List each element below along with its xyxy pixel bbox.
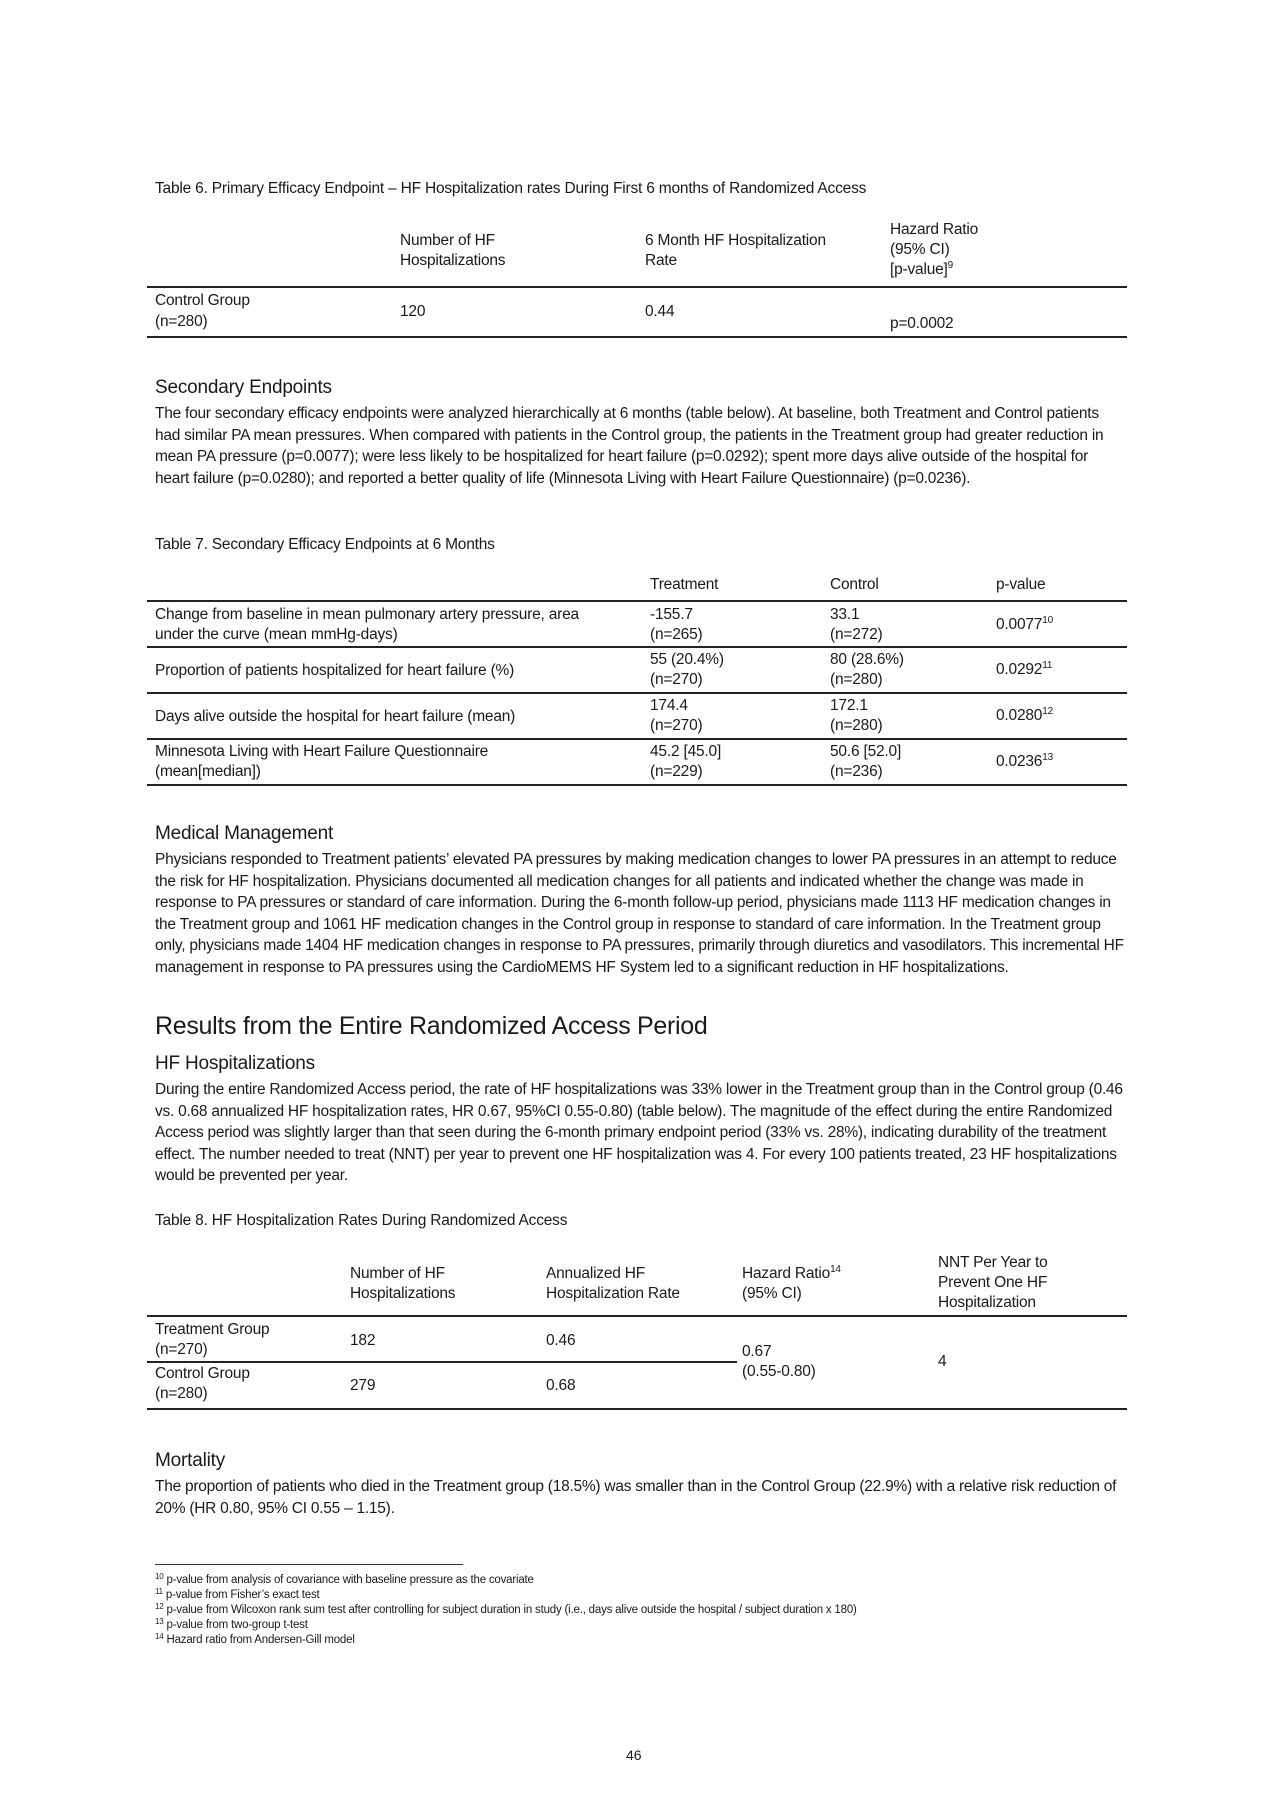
table7-pvalue: 0.0292$^{11}$	[996, 660, 1053, 678]
footnote: $^{12}$ p-value from Wilcoxon rank sum test after controlling for subject duration in study (i.e., days alive outside the hospital / subject duration x 180)	[155, 1602, 857, 1616]
table6-header-hr: Hazard Ratio (95% CI) [p-value]$^9$	[890, 221, 979, 278]
table6-header-rule	[147, 286, 1127, 288]
table7-treatment: 174.4 (n=270)	[650, 697, 703, 734]
table8-group: Control Group (n=280)	[155, 1365, 250, 1402]
table8-bottom-rule	[147, 1408, 1127, 1410]
table7-treatment: -155.7 (n=265)	[650, 606, 703, 643]
table8-header-rule	[147, 1315, 1127, 1317]
table8-header-hr: Hazard Ratio$^{14}$ (95% CI)	[742, 1264, 841, 1302]
table6-header-count: Number of HF Hospitalizations	[400, 232, 506, 269]
table8-header-nnt: NNT Per Year to Prevent One HF Hospitalization	[938, 1254, 1048, 1311]
table7-header-rule	[147, 600, 1127, 602]
table7-caption: Table 7. Secondary Efficacy Endpoints at 6 Months	[155, 536, 495, 553]
table8-hazard-ratio: 0.67 (0.55-0.80)	[742, 1343, 816, 1380]
table7-treatment: 45.2 [45.0] (n=229)	[650, 743, 722, 780]
table8-nnt: 4	[938, 1353, 947, 1370]
table8-count: 279	[350, 1377, 376, 1394]
table6-group: Control Group (n=280)	[155, 292, 250, 330]
table8-header-count: Number of HF Hospitalizations	[350, 1265, 456, 1302]
results-heading: Results from the Entire Randomized Access Period	[155, 1012, 708, 1040]
table6-rate: 0.44	[645, 303, 675, 320]
table6-caption: Table 6. Primary Efficacy Endpoint – HF Hospitalization rates During First 6 months of Randomized Access	[155, 180, 867, 197]
table7-header-control: Control	[830, 576, 879, 593]
table7-header-pvalue: p-value	[996, 576, 1046, 593]
table7-label: Days alive outside the hospital for heart failure (mean)	[155, 708, 516, 725]
table7-pvalue: 0.0077$^{10}$	[996, 615, 1053, 633]
table7-treatment: 55 (20.4%) (n=270)	[650, 651, 724, 688]
table6-bottom-rule	[147, 336, 1127, 338]
table7-control: 33.1 (n=272)	[830, 606, 883, 643]
table7-row-rule	[147, 646, 1127, 648]
table7-pvalue: 0.0280$^{12}$	[996, 706, 1053, 724]
hf-hospitalizations-heading: HF Hospitalizations	[155, 1053, 315, 1074]
page-number: 46	[626, 1747, 642, 1763]
mortality-paragraph: The proportion of patients who died in the Treatment group (18.5%) was smaller than in the Control Group (22.9%) with a relative risk reduction of 20% (HR 0.80, 95% CI 0.55 – 1.15).	[155, 1478, 1117, 1517]
table7-row-rule	[147, 738, 1127, 740]
table7-header-treatment: Treatment	[650, 576, 719, 593]
footnote-separator	[155, 1564, 463, 1565]
table7-control: 80 (28.6%) (n=280)	[830, 651, 904, 688]
table6-count: 120	[400, 303, 426, 320]
table7-control: 172.1 (n=280)	[830, 697, 883, 734]
table8-caption: Table 8. HF Hospitalization Rates During Randomized Access	[155, 1212, 568, 1229]
table6-hr: p=0.0002	[890, 315, 954, 332]
table7-bottom-rule	[147, 784, 1127, 786]
table8-header-rate: Annualized HF Hospitalization Rate	[546, 1265, 680, 1302]
table7-label: Minnesota Living with Heart Failure Questionnaire (mean[median])	[155, 743, 489, 780]
medical-paragraph: Physicians responded to Treatment patients’ elevated PA pressures by making medication changes to lower PA pressures in an attempt to reduce the risk for HF hospitalization. Physicians documented all medication changes for all patients and indicated whether the change was made in response to PA pressures or standard of care information. During the 6-month follow-up period, physicians made 1113 HF medication changes in the Treatment group and 1061 HF medication changes in the Control group in response to standard of care information. In the Treatment group only, physicians made 1404 HF medication changes in response to PA pressures, primarily through diuretics and vasodilators. This incremental HF management in response to PA pressures using the CardioMEMS HF System led to a significant reduction in HF hospitalizations.	[155, 851, 1124, 976]
mortality-heading: Mortality	[155, 1450, 225, 1471]
table7-row-rule	[147, 692, 1127, 694]
table7-label: Proportion of patients hospitalized for heart failure (%)	[155, 662, 515, 679]
footnote: $^{10}$ p-value from analysis of covariance with baseline pressure as the covariate	[155, 1572, 534, 1586]
table8-count: 182	[350, 1332, 376, 1349]
footnote: $^{13}$ p-value from two-group t-test	[155, 1617, 308, 1631]
secondary-heading: Secondary Endpoints	[155, 377, 332, 398]
table8-row-rule	[147, 1361, 737, 1363]
hf-hospitalizations-paragraph: During the entire Randomized Access period, the rate of HF hospitalizations was 33% lower in the Treatment group than in the Control group (0.46 vs. 0.68 annualized HF hospitalization rates, HR 0.67, 95%CI 0.55-0.80) (table below). The magnitude of the effect during the entire Randomized Access period was slightly larger than that seen during the 6-month primary endpoint period (33% vs. 28%), indicating durability of the treatment effect. The number needed to treat (NNT) per year to prevent one HF hospitalization was 4. For every 100 patients treated, 23 HF hospitalizations would be prevented per year.	[155, 1081, 1123, 1184]
table6-header-rate: 6 Month HF Hospitalization Rate	[645, 232, 826, 269]
table8-rate: 0.46	[546, 1332, 576, 1349]
footnote: $^{14}$ Hazard ratio from Andersen-Gill model	[155, 1632, 355, 1646]
table8-rate: 0.68	[546, 1377, 576, 1394]
table7-control: 50.6 [52.0] (n=236)	[830, 743, 902, 780]
table7-pvalue: 0.0236$^{13}$	[996, 752, 1053, 770]
secondary-paragraph: The four secondary efficacy endpoints were analyzed hierarchically at 6 months (table below). At baseline, both Treatment and Control patients had similar PA mean pressures. When compared with patients in the Control group, the patients in the Treatment group had greater reduction in mean PA pressure (p=0.0077); were less likely to be hospitalized for heart failure (p=0.0292); spent more days alive outside of the hospital for heart failure (p=0.0280); and reported a better quality of life (Minnesota Living with Heart Failure Questionnaire) (p=0.0236).	[155, 405, 1104, 487]
footnotes	[155, 1573, 857, 1648]
table7-label: Change from baseline in mean pulmonary artery pressure, area under the curve (mean mmHg-days)	[155, 606, 579, 643]
medical-heading: Medical Management	[155, 823, 334, 844]
footnote: $^{11}$ p-value from Fisher’s exact test	[155, 1587, 320, 1601]
table8-group: Treatment Group (n=270)	[155, 1321, 270, 1358]
